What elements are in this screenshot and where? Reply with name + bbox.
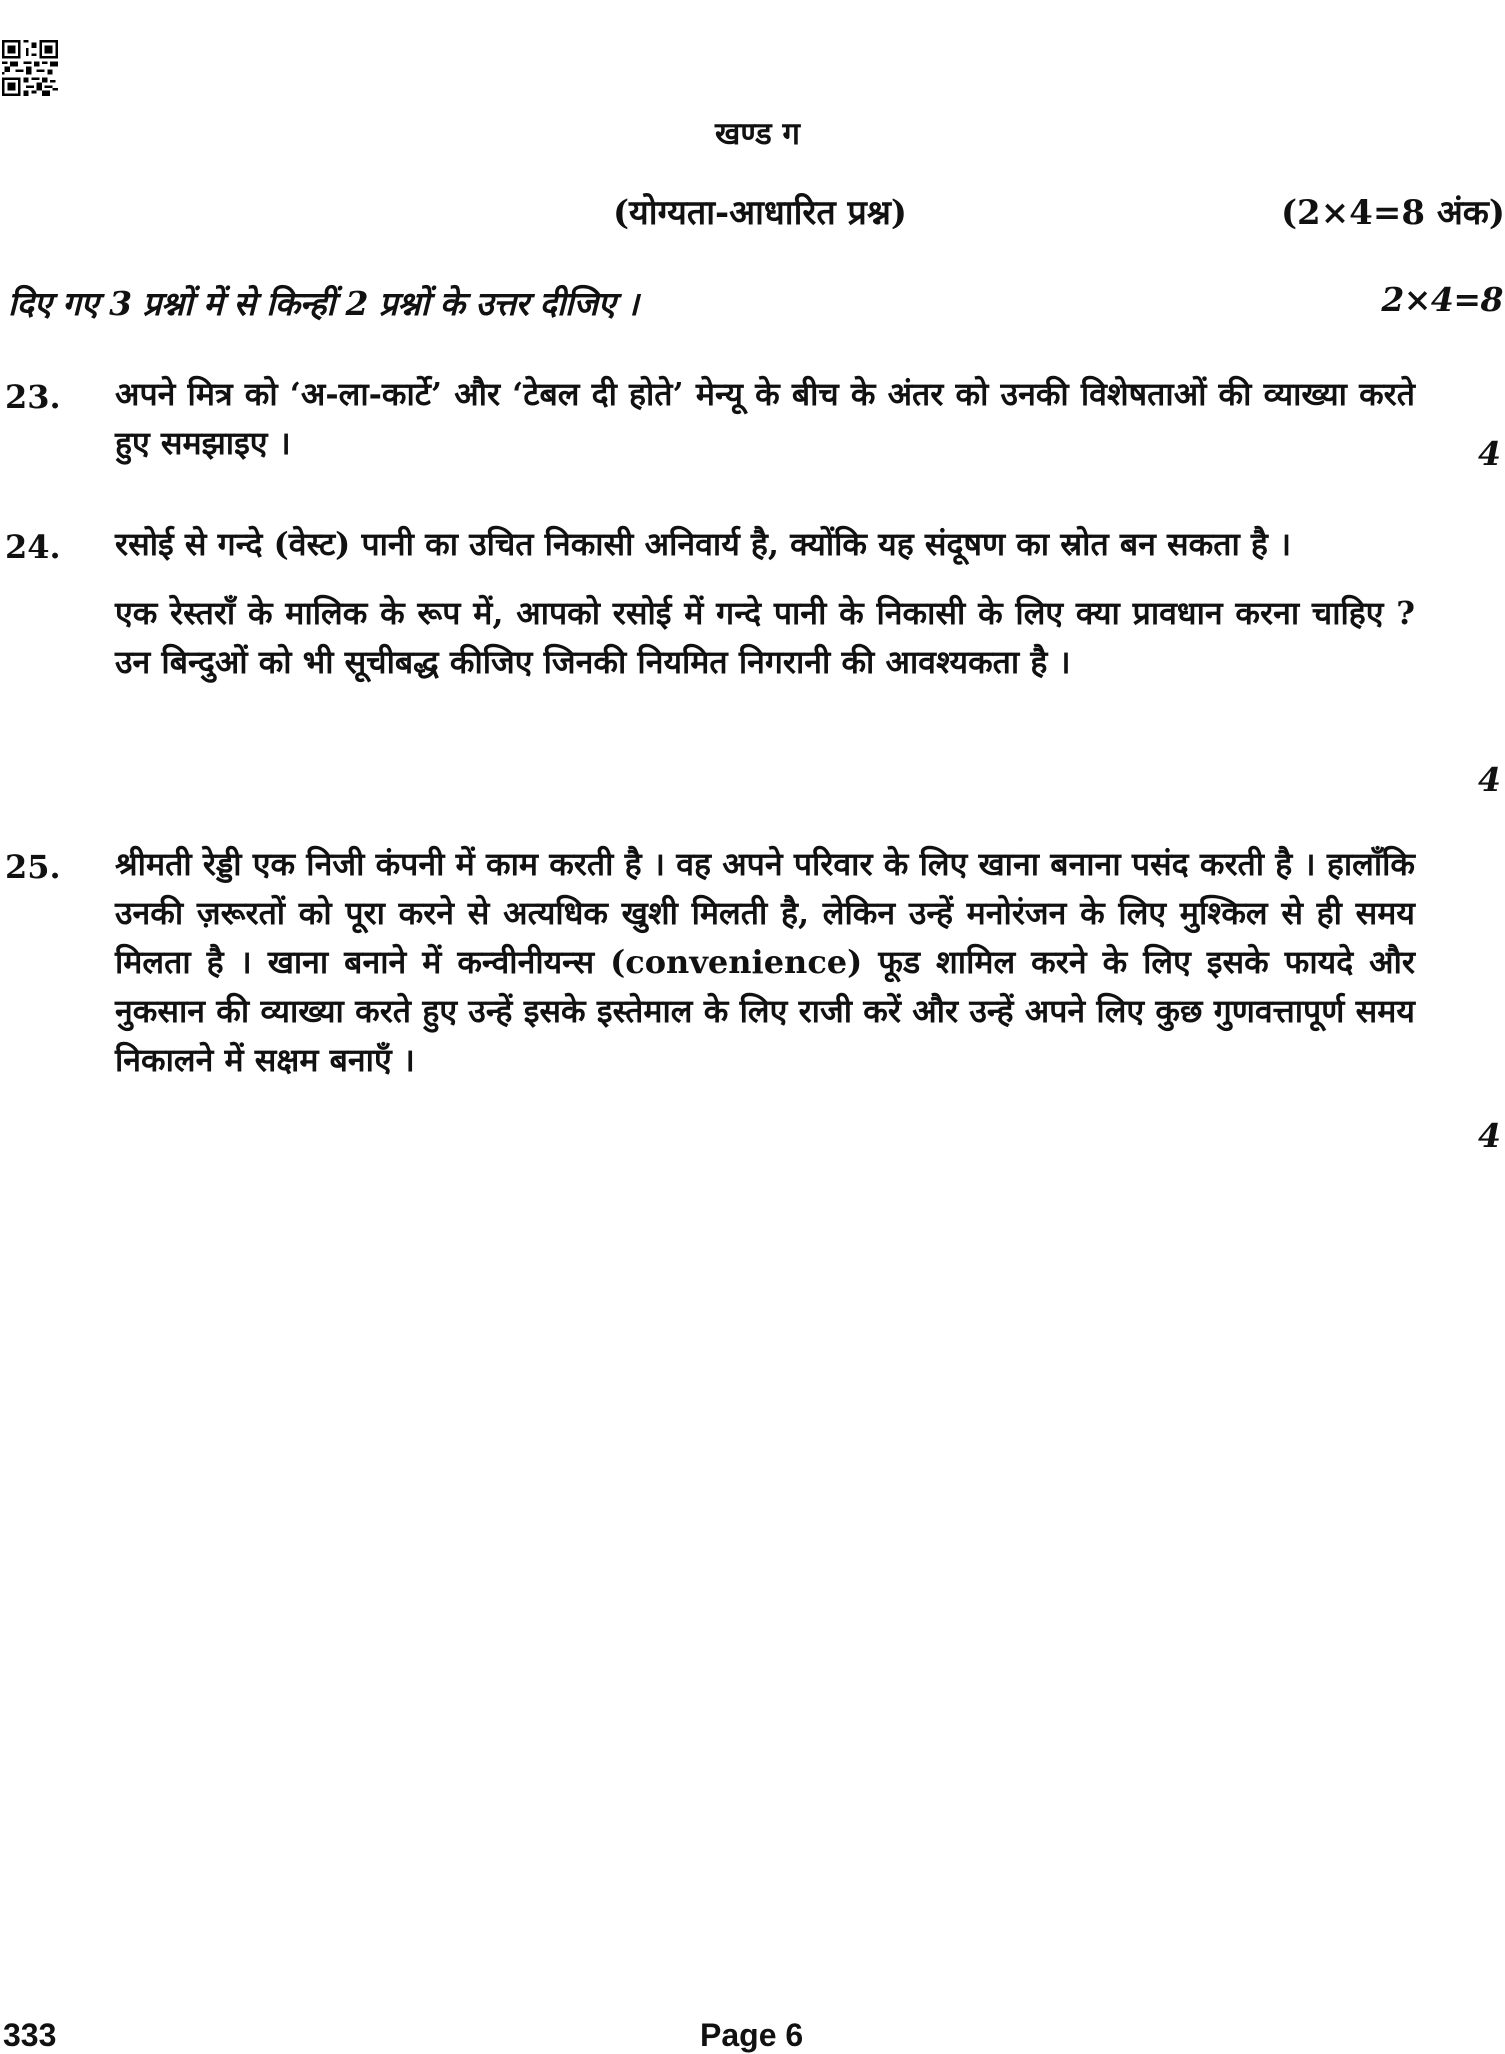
section-marks: (2×4=8 अंक) (1280, 193, 1505, 233)
question-paragraph: अपने मित्र को ‘अ-ला-कार्टे’ और ‘टेबल दी होते’ मेन्यू के बीच के अंतर को उनकी विशेषताओं की व्याख्या करते हुए समझाइए । (115, 375, 1415, 462)
qr-code-icon (2, 40, 58, 96)
question-marks: 4 (1478, 434, 1501, 473)
question-body (115, 370, 1415, 488)
page-number: Page 6 (700, 2017, 804, 2053)
question-body (115, 840, 1415, 1105)
question-number: 25. (5, 848, 61, 886)
question-marks: 4 (1478, 1116, 1501, 1155)
question-paragraph: श्रीमती रेड्डी एक निजी कंपनी में काम करती है । वह अपने परिवार के लिए खाना बनाना पसंद करती है । हालाँकि उनकी ज़रूरतों को पूरा करने से अत्यधिक खुशी मिलती है, लेकिन उन्हें मनोरंजन के लिए मुश्किल से ही समय मिलता है । खाना बनाने में कन्वीनीयन्स (convenience) फूड शामिल करने के लिए इसके फायदे और नुकसान की व्याख्या करते हुए उन्हें इसके इस्तेमाल के लिए राजी करें और उन्हें अपने लिए कुछ गुणवत्तापूर्ण समय निकालने में सक्षम बनाएँ । (115, 845, 1415, 1079)
instruction-row (8, 280, 1503, 325)
section-title: खण्ड ग (715, 116, 800, 152)
question-number: 24. (5, 528, 61, 566)
paper-code: 333 (3, 2017, 57, 2053)
section-subtitle: (योग्यता-आधारित प्रश्न) (612, 193, 908, 233)
instruction-marks: 2×4=8 (1381, 280, 1503, 319)
question-number: 23. (5, 378, 61, 416)
question-paragraph: रसोई से गन्दे (वेस्ट) पानी का उचित निकासी अनिवार्य है, क्योंकि यह संदूषण का स्रोत बन सकता है । (115, 525, 1292, 563)
question-paragraph: एक रेस्तराँ के मालिक के रूप में, आपको रसोई में गन्दे पानी के निकासी के लिए क्या प्रावधान करना चाहिए ? उन बिन्दुओं को भी सूचीबद्ध कीजिए जिनकी नियमित निगरानी की आवश्यकता है । (115, 594, 1415, 681)
instruction-text: दिए गए 3 प्रश्नों में से किन्हीं 2 प्रश्नों के उत्तर दीजिए । (8, 284, 639, 323)
question-body (115, 520, 1415, 707)
question-marks: 4 (1478, 760, 1501, 799)
